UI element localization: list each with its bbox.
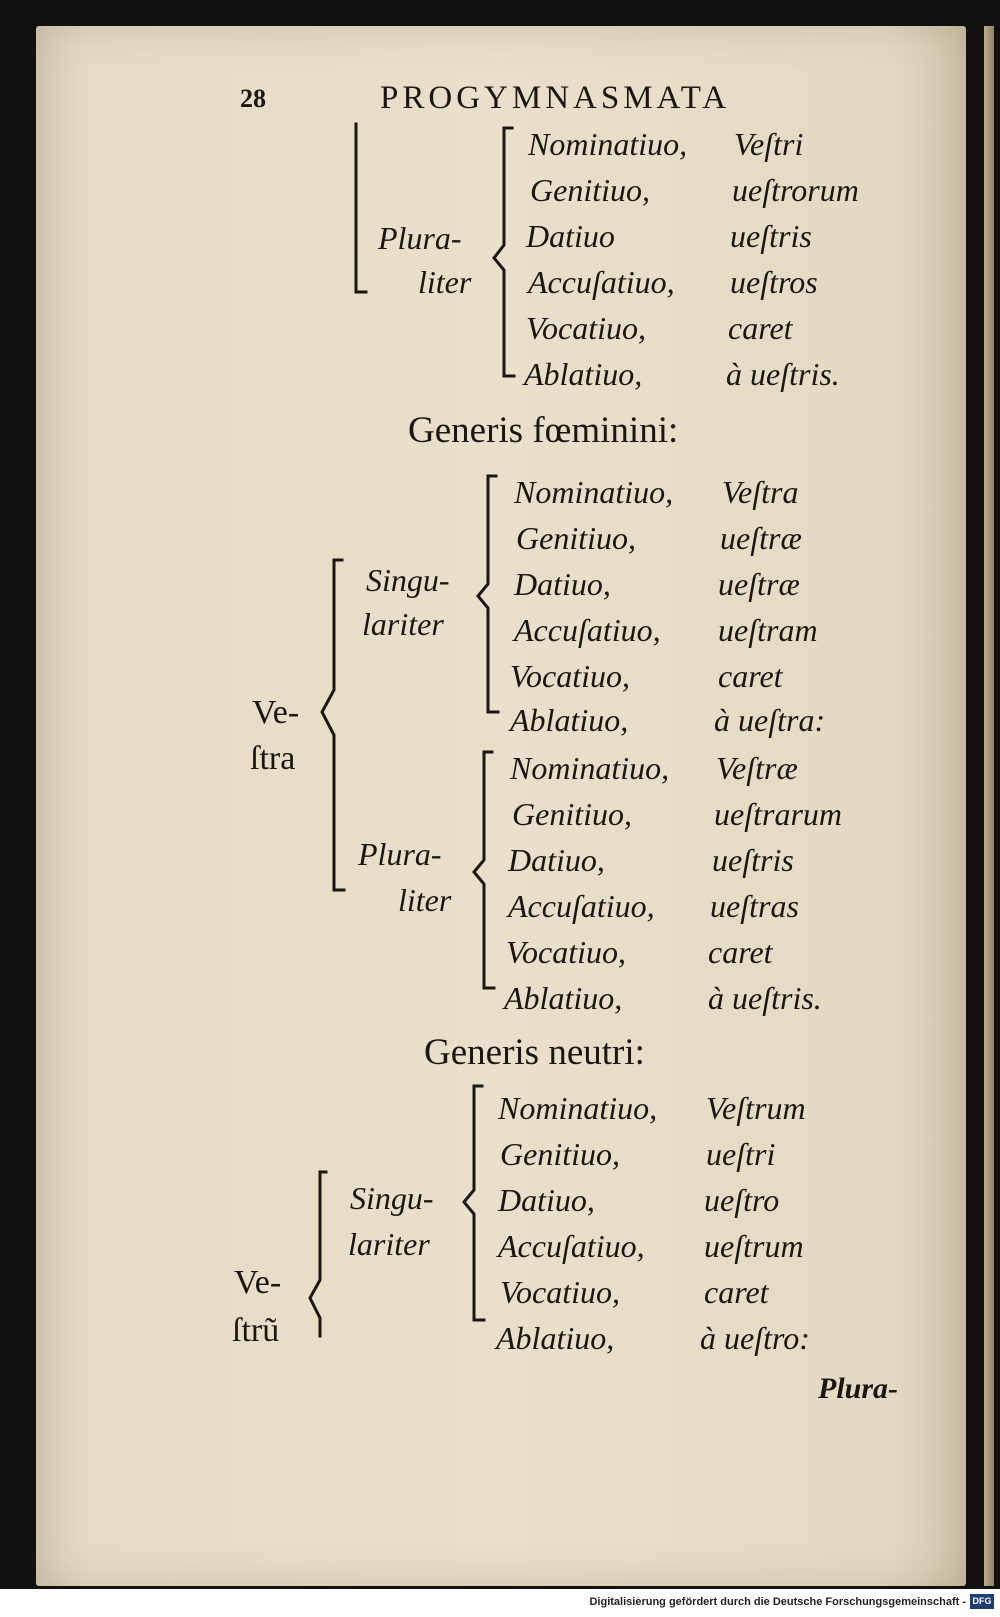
block1-label-line2: liter (418, 264, 472, 300)
fem-plural-label-line2: liter (398, 882, 452, 918)
case-label: Nominatiuo, (510, 750, 670, 786)
word-vestru-line2: ſtrũ (232, 1312, 280, 1349)
case-label: Vocatiuo, (510, 658, 630, 694)
case-label: Genitiuo, (512, 796, 632, 832)
running-title: PROGYMNASMATA (380, 80, 731, 116)
case-form: ueſtrarum (714, 796, 842, 832)
case-form: ueſtris (730, 218, 812, 254)
case-form: ueſtras (710, 888, 799, 924)
case-label: Datiuo, (498, 1182, 595, 1218)
dfg-logo: DFG (970, 1594, 994, 1609)
case-label: Accuſatiuo, (508, 888, 655, 924)
neuter-singular-label-line1: Singu- (350, 1180, 434, 1216)
heading-neuter: Generis neutri: (424, 1032, 645, 1073)
case-label: Accuſatiuo, (514, 612, 661, 648)
case-form: à ueſtris. (708, 980, 822, 1016)
digitization-footer (0, 1589, 1000, 1617)
case-form: caret (708, 934, 773, 970)
case-label: Vocatiuo, (526, 310, 646, 346)
case-form: à ueſtro: (700, 1320, 810, 1356)
word-vestru-line1: Ve- (234, 1264, 282, 1301)
case-form: caret (718, 658, 783, 694)
fem-singular-label-line2: lariter (362, 606, 444, 642)
case-form: ueſtris (712, 842, 794, 878)
case-label: Datiuo, (508, 842, 605, 878)
case-label: Ablatiuo, (510, 702, 629, 738)
case-form: Veſtrum (706, 1090, 806, 1126)
case-form: Veſtra (722, 474, 799, 510)
case-label: Vocatiuo, (506, 934, 626, 970)
fem-plural-label-line1: Plura- (358, 836, 442, 872)
heading-feminine: Generis fœminini: (408, 410, 679, 451)
case-label: Ablatiuo, (496, 1320, 615, 1356)
case-form: ueſtro (704, 1182, 780, 1218)
case-form: Veſtri (734, 126, 804, 162)
case-form: ueſtræ (720, 520, 802, 556)
case-label: Datiuo, (514, 566, 611, 602)
case-label: Nominatiuo, (514, 474, 674, 510)
case-form: caret (704, 1274, 769, 1310)
footer-credit: Digitalisierung gefördert durch die Deutsche Forschungsgemeinschaft - (589, 1596, 966, 1608)
page-number: 28 (240, 84, 266, 113)
neuter-singular-label-line2: lariter (348, 1226, 430, 1262)
block1-label-line1: Plura- (378, 220, 462, 256)
case-form: à ueſtra: (714, 702, 826, 738)
case-label: Nominatiuo, (528, 126, 688, 162)
fem-singular-label-line1: Singu- (366, 562, 450, 598)
case-form: ueſtri (706, 1136, 776, 1172)
word-vestra-line2: ſtra (250, 740, 296, 777)
case-label: Accuſatiuo, (498, 1228, 645, 1264)
case-label: Nominatiuo, (498, 1090, 658, 1126)
case-form: ueſtræ (718, 566, 800, 602)
case-form: caret (728, 310, 793, 346)
case-form: ueſtros (730, 264, 818, 300)
word-vestra-line1: Ve- (252, 694, 300, 731)
case-label: Vocatiuo, (500, 1274, 620, 1310)
catchword: Plura- (818, 1372, 899, 1405)
case-form: ueſtram (718, 612, 818, 648)
case-label: Genitiuo, (516, 520, 636, 556)
case-form: ueſtrum (704, 1228, 804, 1264)
case-form: ueſtrorum (732, 172, 859, 208)
case-label: Genitiuo, (530, 172, 650, 208)
case-label: Ablatiuo, (504, 980, 623, 1016)
case-form: à ueſtris. (726, 356, 840, 392)
case-label: Ablatiuo, (524, 356, 643, 392)
case-label: Accuſatiuo, (528, 264, 675, 300)
case-label: Datiuo (526, 218, 615, 254)
case-form: Veſtræ (716, 750, 798, 786)
case-label: Genitiuo, (500, 1136, 620, 1172)
